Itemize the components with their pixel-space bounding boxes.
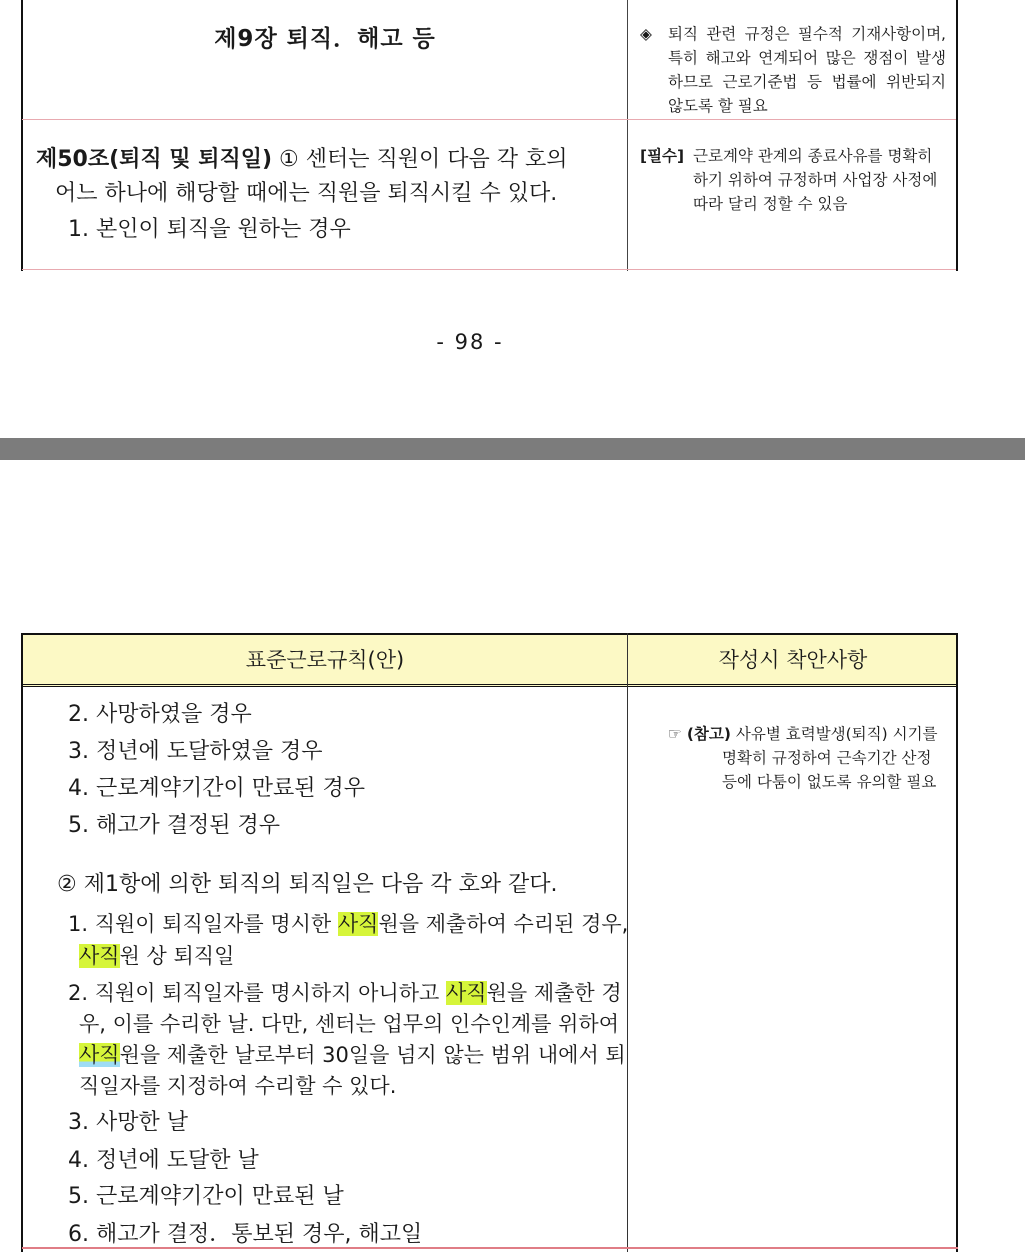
table-right-border: [956, 633, 958, 1252]
table-header-row: [22, 633, 958, 687]
text-span: 원을 제출한 경: [486, 981, 622, 1005]
reference-note: [668, 722, 948, 794]
highlighted-text: 사직: [446, 981, 487, 1005]
highlighted-text: 사직: [79, 1043, 120, 1067]
table-bottom-rule: [22, 1247, 958, 1249]
required-note: [640, 144, 946, 216]
header-rules-draft: 표준근로규칙(안): [245, 648, 405, 672]
list-item: 5. 근로계약기간이 만료된 날: [68, 1184, 344, 1209]
article-50-line-1: [36, 143, 616, 177]
list-item: 6. 해고가 결정．통보된 경우, 해고일: [68, 1222, 423, 1247]
list-item: 4. 정년에 도달한 날: [68, 1148, 259, 1173]
list-item: 3. 사망한 날: [68, 1110, 188, 1135]
list-item: 5. 해고가 결정된 경우: [68, 813, 280, 838]
list-item: 2. 사망하였을 경우: [68, 702, 252, 727]
table-bottom-rule: [22, 269, 956, 270]
article-50-line-2: 어느 하나에 해당할 때에는 직원을 퇴직시킬 수 있다.: [55, 181, 558, 206]
table-right-border: [956, 0, 958, 271]
highlighted-text: 사직: [337, 912, 379, 936]
article-50-intro: ① 센터는 직원이 다음 각 호의: [272, 147, 568, 172]
chapter-note-text: 퇴직 관련 규정은 필수적 기재사항이며, 특히 해고와 연계되어 많은 쟁점이 발생하므로 근로기준법 등 법률에 위반되지 않도록 할 필요: [668, 25, 946, 115]
header-drafting-notes: 작성시 착안사항: [718, 648, 868, 672]
table-left-border: [21, 633, 23, 1252]
text-span: 2. 직원이 퇴직일자를 명시하지 아니하고: [68, 981, 446, 1005]
table-column-divider: [627, 633, 628, 1252]
reference-note-text: 사유별 효력발생(퇴직) 시기를 명확히 규정하여 근속기간 산정 등에 다툼이 없도록 유의할 필요: [722, 725, 938, 791]
highlighted-text: 사직: [79, 944, 120, 968]
retire-date-item-2-line-2: 우, 이를 수리한 날. 다만, 센터는 업무의 인수인계를 위하여: [79, 1012, 620, 1036]
pointing-hand-icon: ☞: [668, 725, 682, 743]
list-item: 3. 정년에 도달하였을 경우: [68, 739, 323, 764]
required-note-text: 근로계약 관계의 종료사유를 명확히 하기 위하여 규정하며 사업장 사정에 따라 달리 정할 수 있음: [693, 147, 938, 213]
clause-2: ② 제1항에 의한 퇴직의 퇴직일은 다음 각 호와 같다.: [57, 872, 558, 897]
retire-date-item-1-line-2: [79, 939, 234, 973]
list-item: 4. 근로계약기간이 만료된 경우: [68, 776, 365, 801]
chapter-title: 제9장 퇴직．해고 등: [214, 26, 436, 52]
required-tag: [필수]: [640, 147, 685, 165]
text-span: 원 상 퇴직일: [119, 944, 235, 968]
row-divider: [22, 119, 956, 120]
chapter-note: [640, 22, 946, 118]
article-50-heading: 제50조(퇴직 및 퇴직일): [36, 147, 273, 172]
retire-date-item-1-line-1: [68, 907, 628, 941]
text-span: 원을 제출하여 수리된 경우,: [378, 912, 629, 936]
article-50-item-1: 1. 본인이 퇴직을 원하는 경우: [68, 217, 351, 242]
page-separator: [0, 438, 1025, 460]
diamond-bullet-icon: ◈: [640, 25, 652, 43]
text-span: 1. 직원이 퇴직일자를 명시한: [68, 912, 338, 936]
retire-date-item-2-line-3: [79, 1038, 626, 1072]
page-number: - 98 -: [436, 330, 504, 354]
retire-date-item-2-line-1: [68, 976, 622, 1010]
retire-date-item-2-line-4: 직일자를 지정하여 수리할 수 있다.: [79, 1074, 397, 1098]
reference-tag: (참고): [686, 725, 731, 743]
text-span: 원을 제출한 날로부터 30일을 넘지 않는 범위 내에서 퇴: [119, 1043, 626, 1067]
